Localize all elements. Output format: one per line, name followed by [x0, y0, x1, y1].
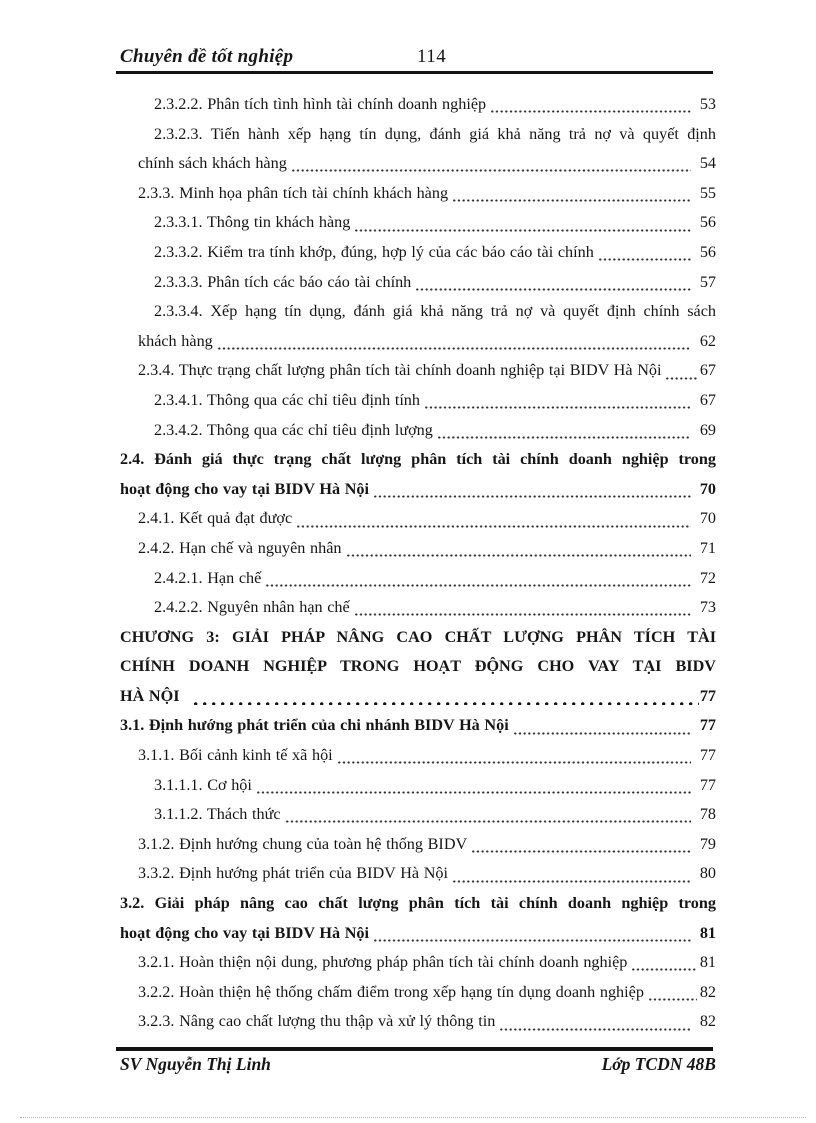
toc-line [120, 268, 716, 298]
toc-line [120, 623, 716, 653]
header-rule [116, 71, 713, 74]
toc-line [120, 356, 716, 386]
toc-line-text: 3.1. Định hướng phát triển của chi nhánh BIDV Hà Nội [120, 716, 509, 735]
toc-line [120, 948, 716, 978]
toc-line [120, 120, 716, 150]
toc-line [120, 179, 716, 209]
toc-page-number: 62 [699, 331, 716, 350]
toc-page-number: 53 [699, 95, 716, 113]
toc [120, 90, 716, 1037]
toc-line-text: 2.4.2.2. Nguyên nhân hạn chế [154, 598, 350, 617]
toc-page-number: 69 [699, 420, 716, 439]
dot-leader [355, 229, 691, 232]
toc-line-text: 3.2. Giải pháp nâng cao chất lượng phân tích tài chính doanh nghiệp trong [120, 894, 716, 913]
toc-line [120, 800, 716, 830]
toc-line-text: CHƯƠNG 3: GIẢI PHÁP NÂNG CAO CHẤT LƯỢNG PHÂN TÍCH TÀI [120, 627, 716, 646]
toc-page-number: 79 [699, 834, 716, 853]
toc-line-text: 3.1.2. Định hướng chung của toàn hệ thống BIDV [138, 834, 468, 853]
toc-page-number: 70 [699, 509, 716, 528]
toc-line [120, 859, 716, 889]
toc-line-text: 2.4.1. Kết quả đạt được [138, 509, 293, 528]
dot-leader [286, 820, 691, 823]
page-bottom-edge [20, 1117, 806, 1118]
toc-line [120, 919, 716, 949]
dot-leader [297, 525, 691, 528]
dot-leader [453, 880, 691, 883]
toc-page-number: 67 [699, 361, 716, 380]
toc-line [120, 593, 716, 623]
dot-leader [416, 288, 691, 291]
toc-line [120, 889, 716, 919]
dot-leader [292, 169, 691, 172]
toc-line [120, 711, 716, 741]
toc-page-number: 73 [699, 598, 716, 617]
toc-line [120, 741, 716, 771]
toc-line-text: 2.4.2. Hạn chế và nguyên nhân [138, 538, 342, 557]
dot-leader [374, 939, 691, 942]
toc-line [120, 534, 716, 564]
dot-leader [666, 377, 696, 380]
toc-line [120, 652, 716, 682]
dot-leader [347, 554, 692, 557]
toc-line [120, 771, 716, 801]
dot-leader [453, 199, 691, 202]
dot-leader [194, 702, 699, 706]
dot-leader [338, 761, 691, 764]
toc-page-number: 71 [699, 538, 716, 557]
toc-line [120, 830, 716, 860]
toc-line-text: khách hàng [138, 331, 213, 350]
dot-leader [438, 436, 691, 439]
header-title: Chuyên đề tốt nghiệp [120, 46, 294, 67]
toc-page-number: 82 [699, 1012, 716, 1031]
toc-line [120, 149, 716, 179]
toc-page-number: 77 [699, 746, 716, 765]
dot-leader [355, 613, 691, 616]
toc-line-text: 2.3.2.3. Tiến hành xếp hạng tín dụng, đánh giá khả năng trả nợ và quyết định [154, 124, 716, 143]
dot-leader [266, 584, 691, 587]
toc-page-number: 70 [699, 479, 716, 498]
toc-page-number: 81 [699, 923, 716, 942]
dot-leader [472, 850, 691, 853]
dot-leader [514, 732, 691, 735]
toc-page-number: 80 [699, 864, 716, 883]
toc-line [120, 475, 716, 505]
toc-line [120, 1007, 716, 1037]
toc-line-text: 3.2.1. Hoàn thiện nội dung, phương pháp phân tích tài chính doanh nghiệp [138, 953, 628, 972]
toc-page-number: 77 [699, 716, 716, 735]
dot-leader [218, 347, 691, 350]
header-page-number: 114 [417, 46, 447, 67]
toc-line-text: 3.2.2. Hoàn thiện hệ thống chấm điểm trong xếp hạng tín dụng doanh nghiệp [138, 982, 644, 1001]
toc-page-number: 57 [699, 272, 716, 291]
toc-line-text: hoạt động cho vay tại BIDV Hà Nội [120, 923, 369, 942]
toc-line [120, 445, 716, 475]
dot-leader [257, 791, 691, 794]
toc-page-number: 55 [699, 183, 716, 202]
toc-line [120, 682, 716, 712]
toc-line-text: 2.3.4.2. Thông qua các chỉ tiêu định lượng [154, 420, 433, 439]
footer-author: SV Nguyễn Thị Linh [120, 1054, 271, 1074]
toc-page-number: 56 [699, 242, 716, 261]
toc-page-number: 72 [699, 568, 716, 587]
toc-line-text: 2.3.3.2. Kiểm tra tính khớp, đúng, hợp lý của các báo cáo tài chính [154, 242, 594, 261]
toc-line [120, 238, 716, 268]
toc-page-number: 81 [699, 953, 716, 972]
dot-leader [632, 968, 696, 971]
dot-leader [500, 1028, 691, 1031]
dot-leader [374, 495, 691, 498]
toc-line-text: chính sách khách hàng [138, 154, 287, 173]
toc-page-number: 77 [699, 775, 716, 794]
toc-line-text: HÀ NỘI [120, 686, 180, 705]
toc-line-text: 3.1.1. Bối cảnh kinh tế xã hội [138, 746, 333, 765]
toc-line-text: 3.3.2. Định hướng phát triển của BIDV Hà Nội [138, 864, 449, 883]
toc-page-number: 56 [699, 213, 716, 232]
toc-line-text: 2.3.3.3. Phân tích các báo cáo tài chính [154, 272, 412, 291]
toc-line [120, 297, 716, 327]
toc-line-text: 2.3.3.1. Thông tin khách hàng [154, 213, 351, 232]
toc-line-text: 2.3.3.4. Xếp hạng tín dụng, đánh giá khả năng trả nợ và quyết định chính sách [154, 302, 716, 321]
toc-line-text: 2.3.4.1. Thông qua các chỉ tiêu định tính [154, 390, 420, 409]
toc-line-text: 3.1.1.1. Cơ hội [154, 775, 252, 794]
dot-leader [649, 998, 697, 1001]
toc-line-text: 2.3.2.2. Phân tích tình hình tài chính doanh nghiệp [154, 95, 487, 113]
toc-line-text: 3.1.1.2. Thách thức [154, 805, 281, 824]
toc-line-text: CHÍNH DOANH NGHIỆP TRONG HOẠT ĐỘNG CHO VAY TẠI BIDV [120, 657, 716, 676]
toc-line [120, 90, 716, 120]
toc-page-number: 54 [699, 154, 716, 173]
toc-line-text: 2.4.2.1. Hạn chế [154, 568, 262, 587]
toc-page-number: 82 [699, 982, 716, 1001]
dot-leader [599, 258, 691, 261]
footer-rule [116, 1047, 713, 1051]
toc-page-number: 67 [699, 390, 716, 409]
toc-line [120, 327, 716, 357]
toc-line [120, 564, 716, 594]
toc-line-text: 3.2.3. Nâng cao chất lượng thu thập và xử lý thông tin [138, 1012, 496, 1031]
toc-line-text: 2.3.4. Thực trạng chất lượng phân tích tài chính doanh nghiệp tại BIDV Hà Nội [138, 361, 662, 380]
toc-page-number: 77 [699, 686, 716, 705]
dot-leader [491, 110, 691, 113]
toc-line [120, 416, 716, 446]
dot-leader [425, 406, 691, 409]
toc-page-number: 78 [699, 805, 716, 824]
toc-line [120, 504, 716, 534]
toc-line-text: 2.4. Đánh giá thực trạng chất lượng phân tích tài chính doanh nghiệp trong [120, 450, 716, 469]
toc-line-text: hoạt động cho vay tại BIDV Hà Nội [120, 479, 369, 498]
toc-line [120, 978, 716, 1008]
toc-line-text: 2.3.3. Minh họa phân tích tài chính khách hàng [138, 183, 449, 202]
toc-line [120, 208, 716, 238]
footer-class: Lớp TCDN 48B [601, 1054, 716, 1074]
toc-line [120, 386, 716, 416]
